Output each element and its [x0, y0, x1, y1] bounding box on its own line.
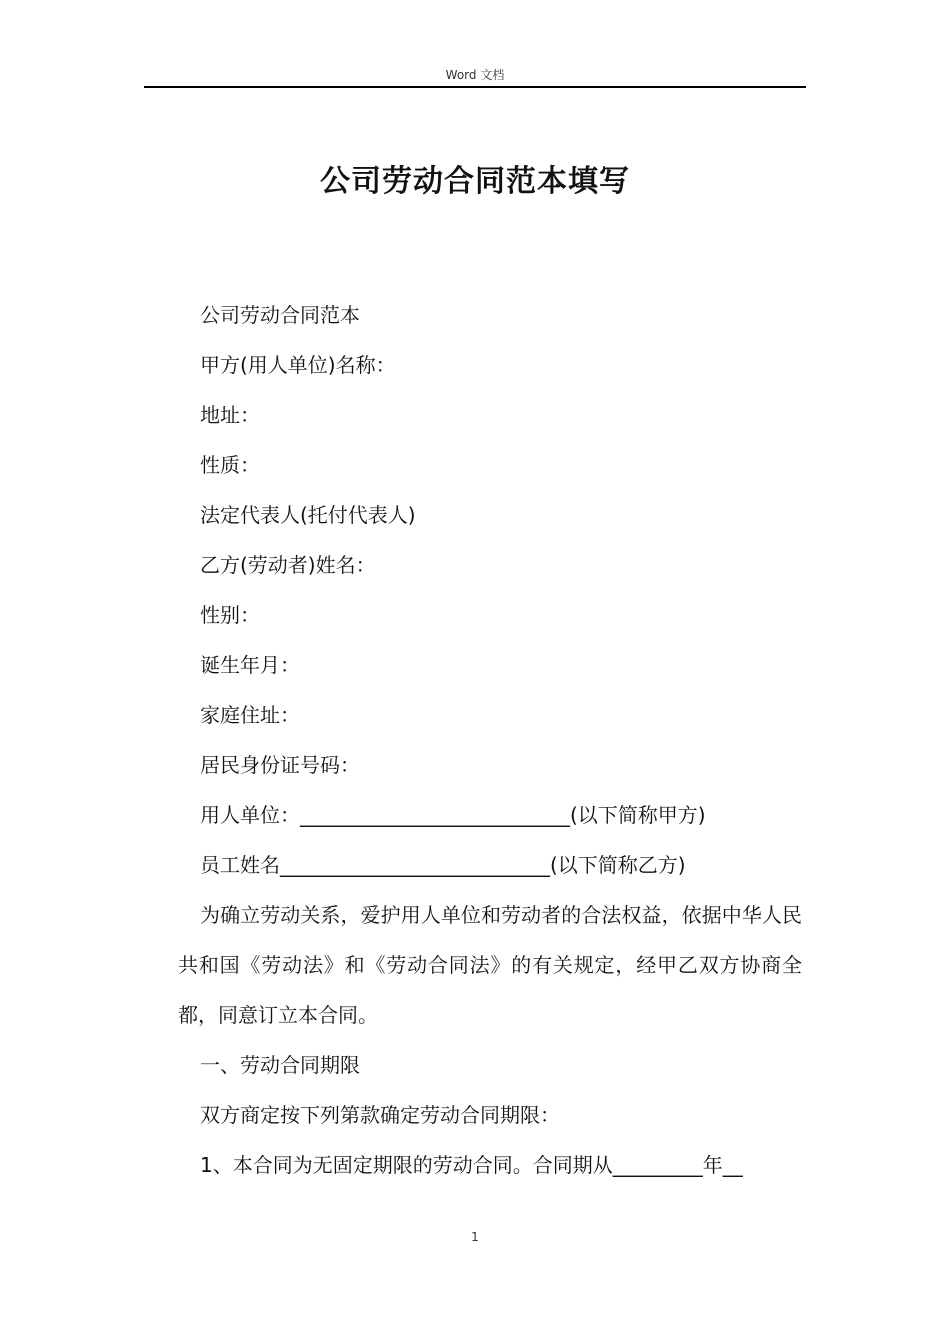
paragraph: 双方商定按下列第款确定劳动合同期限： [200, 1103, 560, 1127]
paragraph: 性质： [200, 453, 260, 477]
paragraph: 为确立劳动关系，爱护用人单位和劳动者的合法权益，依据中华人民共和国《劳动法》和《劳动合同法》的有关规定，经甲乙双方协商全都，同意订立本合同。 [178, 903, 802, 1027]
page-number: 1 [471, 1230, 479, 1244]
paragraph: 地址： [200, 403, 260, 427]
paragraph: 法定代表人(托付代表人) [200, 503, 416, 527]
document-title: 公司劳动合同范本填写 [320, 164, 630, 199]
paragraph: 公司劳动合同范本 [200, 303, 360, 327]
paragraph: 居民身份证号码： [200, 753, 360, 777]
paragraph: 诞生年月： [200, 653, 300, 677]
document-body [178, 290, 808, 1190]
paragraph: 性别： [200, 603, 260, 627]
paragraph: 一、劳动合同期限 [200, 1053, 360, 1077]
paragraph: 乙方(劳动者)姓名： [200, 553, 376, 577]
page-header: Word 文档 [445, 68, 505, 82]
header-divider [144, 86, 806, 88]
paragraph: 甲方(用人单位)名称： [200, 353, 396, 377]
paragraph: 员工姓名___________________________(以下简称乙方) [200, 853, 686, 877]
paragraph: 家庭住址： [200, 703, 300, 727]
paragraph: 1、本合同为无固定期限的劳动合同。合同期从_________年__ [200, 1153, 743, 1177]
paragraph: 用人单位：___________________________(以下简称甲方) [200, 803, 706, 827]
